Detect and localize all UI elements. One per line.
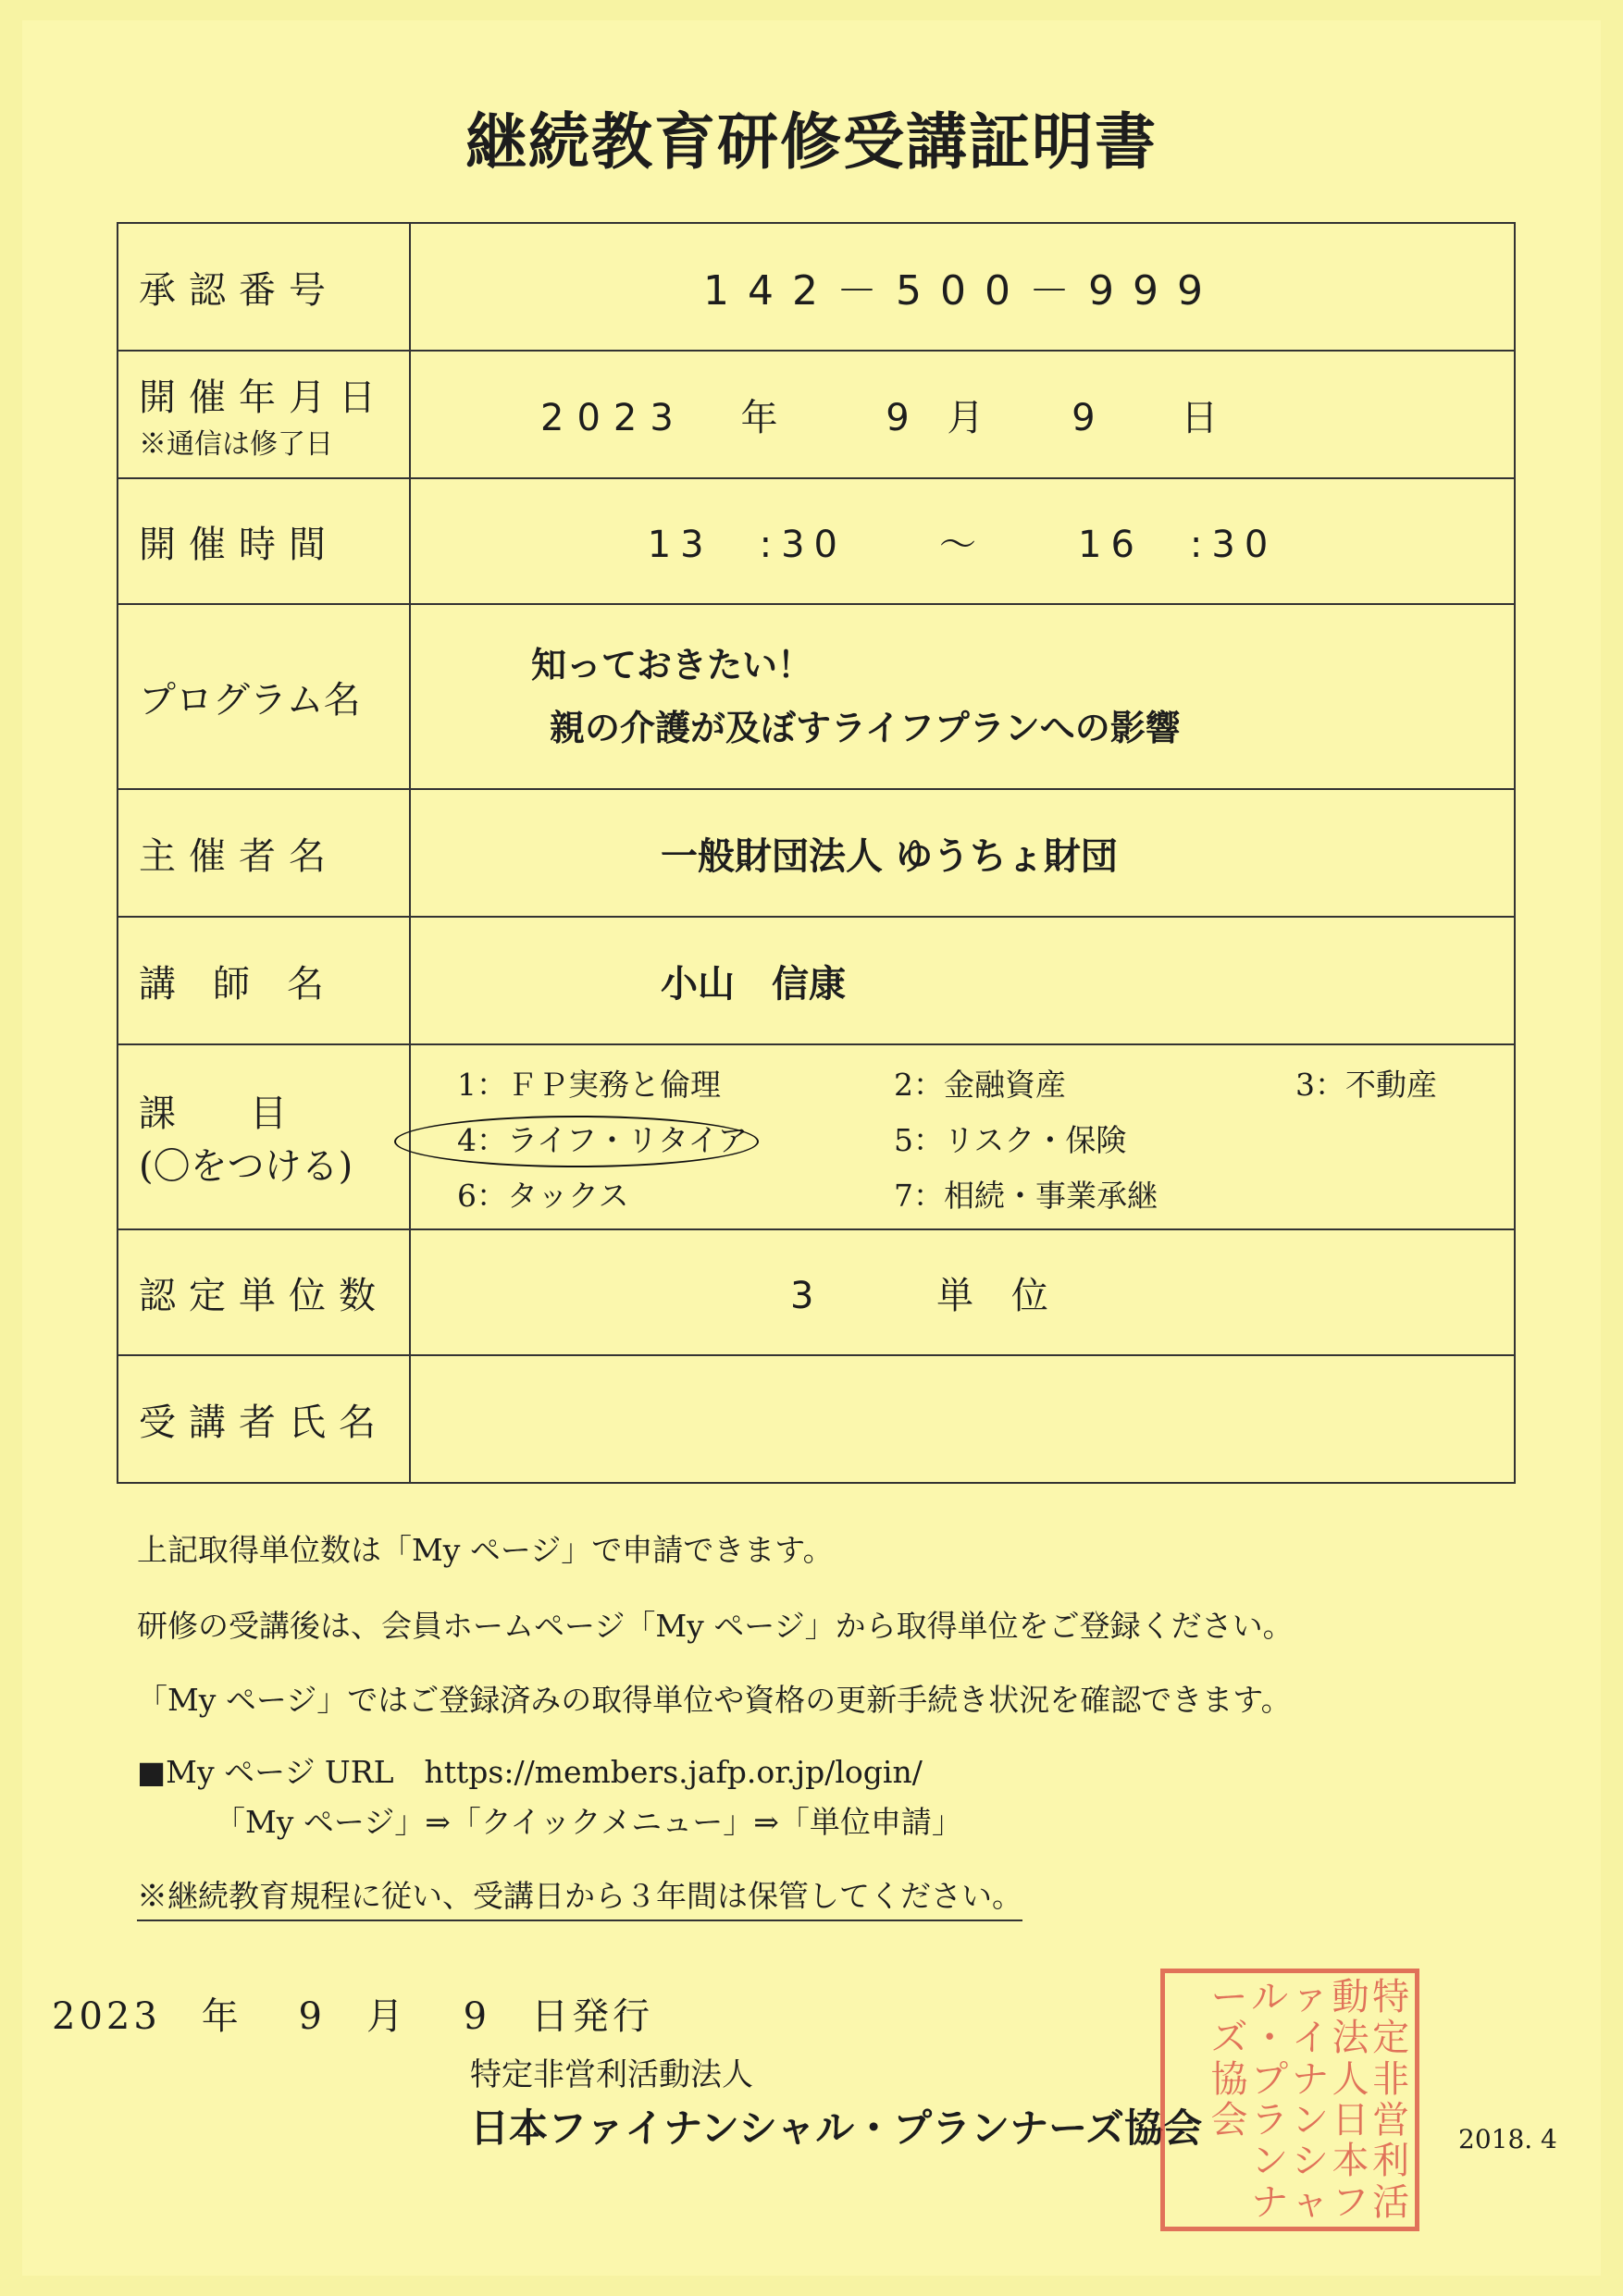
credits-value: 3 xyxy=(790,1274,814,1317)
issuer-name: 日本ファイナンシャル・プランナーズ協会 xyxy=(470,2105,1203,2151)
form-version: 2018. 4 xyxy=(1458,2124,1557,2154)
row-program xyxy=(118,604,1515,789)
seal-glyph: ズ xyxy=(1210,2017,1248,2060)
subject-5[interactable]: 5：リスク・保険 xyxy=(894,1122,1127,1158)
subject-1[interactable]: 1：ＦＰ実務と倫理 xyxy=(457,1067,721,1103)
seal-glyph: ナ xyxy=(1291,2057,1329,2101)
organizer-value: 一般財団法人 ゆうちょ財団 xyxy=(410,789,1515,917)
seal-glyph: 会 xyxy=(1210,2099,1248,2142)
row-attendee xyxy=(118,1355,1515,1483)
note-line4: ■My ページ URL https://members.jafp.or.jp/login/ xyxy=(137,1754,923,1790)
row-time xyxy=(118,478,1515,604)
seal-glyph: プ xyxy=(1251,2057,1289,2101)
approval-label: 承認番号 xyxy=(118,223,410,351)
subject-label: 課 目 xyxy=(139,1092,287,1135)
seal-glyph: ナ xyxy=(1251,2180,1289,2224)
seal-glyph xyxy=(1169,2100,1209,2141)
seal-glyph xyxy=(1209,2141,1250,2181)
subject-note: (〇をつける) xyxy=(139,1145,353,1188)
retention-note: ※継続教育規程に従い、受講日から３年間は保管してください。 xyxy=(137,1878,1022,1921)
date-day-unit: 日 xyxy=(1181,396,1219,439)
date-month-unit: 月 xyxy=(947,396,985,439)
seal-glyph xyxy=(1169,2018,1209,2058)
seal-glyph: 特 xyxy=(1372,1976,1410,2019)
date-label-cell xyxy=(118,351,410,478)
seal-glyph: 人 xyxy=(1332,2057,1369,2101)
row-organizer xyxy=(118,789,1515,917)
seal-glyph: 営 xyxy=(1372,2099,1410,2142)
selected-subject-circle xyxy=(394,1116,759,1167)
attendee-label: 受講者氏名 xyxy=(118,1355,410,1483)
seal-glyph xyxy=(1169,2182,1209,2223)
note-line6 xyxy=(137,1872,1022,1916)
subject-2[interactable]: 2：金融資産 xyxy=(894,1067,1066,1103)
note-line1: 上記取得単位数は「My ページ」で申請できます。 xyxy=(137,1532,834,1568)
seal-glyph: 活 xyxy=(1372,2180,1410,2224)
lecturer-value: 小山 信康 xyxy=(410,917,1515,1044)
document-title: 継続教育研修受講証明書 xyxy=(465,105,1158,178)
certificate-table xyxy=(117,222,1516,1484)
seal-glyph: フ xyxy=(1332,2180,1369,2224)
seal-glyph: 本 xyxy=(1332,2140,1369,2183)
approval-value: 142－500－999 xyxy=(410,223,1515,351)
issuer-type: 特定非営利活動法人 xyxy=(470,2056,753,2093)
date-label: 開催年月日 xyxy=(139,376,389,419)
seal-glyph: ァ xyxy=(1291,1976,1329,2019)
seal-glyph: ャ xyxy=(1291,2180,1329,2224)
seal-glyph: イ xyxy=(1291,2017,1329,2060)
seal-glyph: 協 xyxy=(1210,2057,1248,2101)
seal-glyph: ・ xyxy=(1251,2017,1289,2060)
row-lecturer xyxy=(118,917,1515,1044)
seal-glyph: ン xyxy=(1251,2140,1289,2183)
credits-cell xyxy=(410,1229,1515,1355)
row-credits xyxy=(118,1229,1515,1355)
date-day: 9 xyxy=(1072,396,1096,439)
program-line1: 知っておきたい！ xyxy=(531,645,813,685)
subject-3[interactable]: 3：不動産 xyxy=(1295,1067,1437,1103)
lecturer-label: 講師名 xyxy=(118,917,410,1044)
time-label: 開催時間 xyxy=(118,478,410,604)
row-subject xyxy=(118,1044,1515,1229)
date-note: ※通信は修了日 xyxy=(139,427,333,461)
seal-glyph: ラ xyxy=(1251,2099,1289,2142)
seal-glyph: 利 xyxy=(1372,2140,1410,2183)
credits-unit: 単 位 xyxy=(936,1274,1061,1317)
row-date xyxy=(118,351,1515,478)
seal-glyph: 動 xyxy=(1332,1976,1369,2019)
seal-glyph: ル xyxy=(1251,1976,1289,2019)
seal-glyph: ン xyxy=(1291,2099,1329,2142)
date-month: 9 xyxy=(886,396,910,439)
program-line2: 親の介護が及ぼすライフプランへの影響 xyxy=(550,708,1181,748)
seal-glyph xyxy=(1169,2141,1209,2181)
seal-glyph xyxy=(1169,1977,1209,2018)
subject-label-cell xyxy=(118,1044,410,1229)
program-label: プログラム名 xyxy=(118,604,410,789)
seal-glyph: シ xyxy=(1291,2140,1329,2183)
credits-label: 認定単位数 xyxy=(118,1229,410,1355)
note-line3: 「My ページ」ではご登録済みの取得単位や資格の更新手続き状況を確認できます。 xyxy=(137,1682,1292,1718)
issue-date: 2023 年 9 月 9 日発行 xyxy=(52,1995,654,2038)
seal-glyph xyxy=(1169,2059,1209,2100)
seal-glyph: 日 xyxy=(1332,2099,1369,2142)
program-value xyxy=(410,604,1515,789)
seal-glyph: 定 xyxy=(1372,2017,1410,2060)
seal-glyph: ー xyxy=(1210,1976,1248,2019)
subject-4[interactable]: 4：ライフ・リタイア xyxy=(457,1122,749,1158)
official-seal xyxy=(1160,1969,1419,2231)
date-value xyxy=(410,351,1515,478)
date-year-unit: 年 xyxy=(740,396,778,439)
note-line5: 「My ページ」⇒「クイックメニュー」⇒「単位申請」 xyxy=(215,1804,962,1840)
seal-glyph xyxy=(1209,2182,1250,2223)
time-value: 13 :30 ～ 16 :30 xyxy=(410,478,1515,604)
date-year: 2023 xyxy=(540,396,687,439)
note-line2: 研修の受講後は、会員ホームページ「My ページ」から取得単位をご登録ください。 xyxy=(137,1608,1294,1644)
subject-7[interactable]: 7：相続・事業承継 xyxy=(894,1178,1158,1214)
seal-glyph: 非 xyxy=(1372,2057,1410,2101)
seal-glyph: 法 xyxy=(1332,2017,1369,2060)
row-approval xyxy=(118,223,1515,351)
organizer-label: 主催者名 xyxy=(118,789,410,917)
attendee-value[interactable] xyxy=(410,1355,1515,1483)
subject-6[interactable]: 6：タックス xyxy=(457,1178,629,1214)
